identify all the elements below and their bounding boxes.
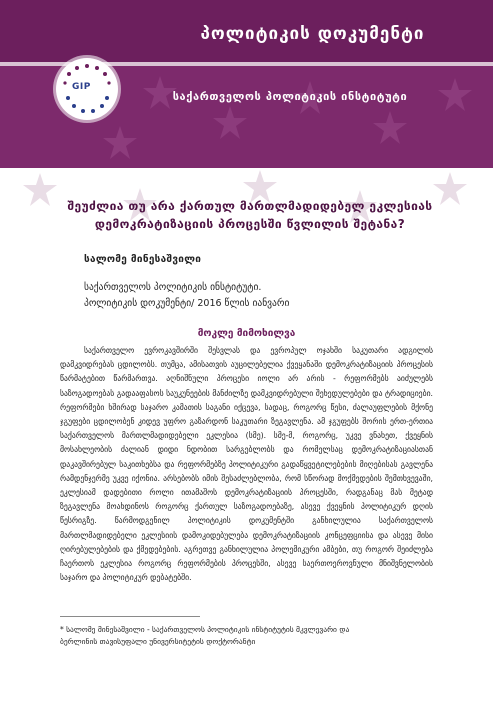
logo-text: GIP (72, 82, 91, 92)
page-header (0, 0, 493, 168)
document-title: შეუძლია თუ არა ქართულ მართლმადიდებელ ეკლესიას დემოკრატიზაციის პროცესში წვლილის შეტანა? (67, 199, 433, 231)
gip-logo (56, 58, 118, 120)
header-title: პოლიტიკის დოკუმენტი (200, 24, 425, 44)
footnote-rule (60, 616, 200, 617)
section-title: მოკლე მიმოხილვა (197, 328, 296, 339)
publication-info: პოლიტიკის დოკუმენტი/ 2016 წლის იანვარი (84, 298, 290, 309)
author-affiliation: საქართველოს პოლიტიკის ინსტიტუტი. (84, 282, 262, 293)
header-subtitle: საქართველოს პოლიტიკის ინსტიტუტი (172, 90, 408, 103)
footnote: * სალომე მინესაშვილი - საქართველოს პოლიტიკის ინსტიტუტის მკვლევარი და ბერლინის თავისუფალი უნივერსიტეტის დოქტორანტი (60, 625, 350, 646)
author-name: სალომე მინესაშვილი (84, 254, 202, 265)
summary-paragraph: საქართველო ევროკავშირში შესვლას და ევროპულ ოჯახში საკუთარი ადგილის დამკვიდრებას ცდილობს. თუმცა, ამისათვის აუცილებელია ქვეყანაში დემოკრატიზაციის პროცესის წარმატებით წარმართვა. აღნიშნული პროცესი იოლი არ არის - რეფორმებს აიძულებს საზოგადოებას გადააფასოს საუკუნეების მანძილზე დამკვიდრებული შეხედულებები და ტრადიციები. რეფორმები ხშირად საჯარო კამათის საგანი იქცევა, სადაც, როგორც წესი, ძალაუფლების მქონე ჯგუფები ცდილობენ კიდევ უფრო გაზარდონ საკუთარი ზეგავლენა. ამ ჯგუფებს შორის ერთ-ერთია საქართველოს მართლმადიდებელი ეკლესია (სმე). სმე-მ, როგორც, უკვე ვნახეთ, ქვეყნის მოსახლეობის ძალიან დიდი ნდობით სარგებლობს და რომელსაც დემოკრატიზაციასთან დაკავშირებულ საკითხებსა და რეფორმებზე პოლიტიკური გადაწყვეტილებების მიღებისას გავლენა რამდენჯერმე უკვე იქონია. არსებობს იმის შესაძლებლობა, რომ სწორად მოქმედების შემთხვევაში, ეკლესიამ დადებითი როლი ითამაშოს დემოკრატიზაციის პროცესში, რადგანაც მას მეტად ზეგავლენა მოახდინოს როგორც ქართულ საზოგადოებაზე, ასევე ქვეყნის პოლიტიკურ დღის წესრიგზე. წარმოდგენილ პოლიტიკის დოკუმენტში განხილულია საქართველოს მართლმადიდებელი ეკლესიის დამოკიდებულება დემოკრატიზაციის კონცეფციისა და ასევე მისი ღირებულებების და ქმედებების. აგრეთვე განხილულია პოლემიკური ამბები, თუ როგორ შეიძლება ჩაერთოს ეკლესია როგორც რეფორმების პროცესში, ასევე საერთოეროვნული მნიშვნელობის საჯარო და პოლიტიკურ დებატებში. (60, 346, 433, 583)
